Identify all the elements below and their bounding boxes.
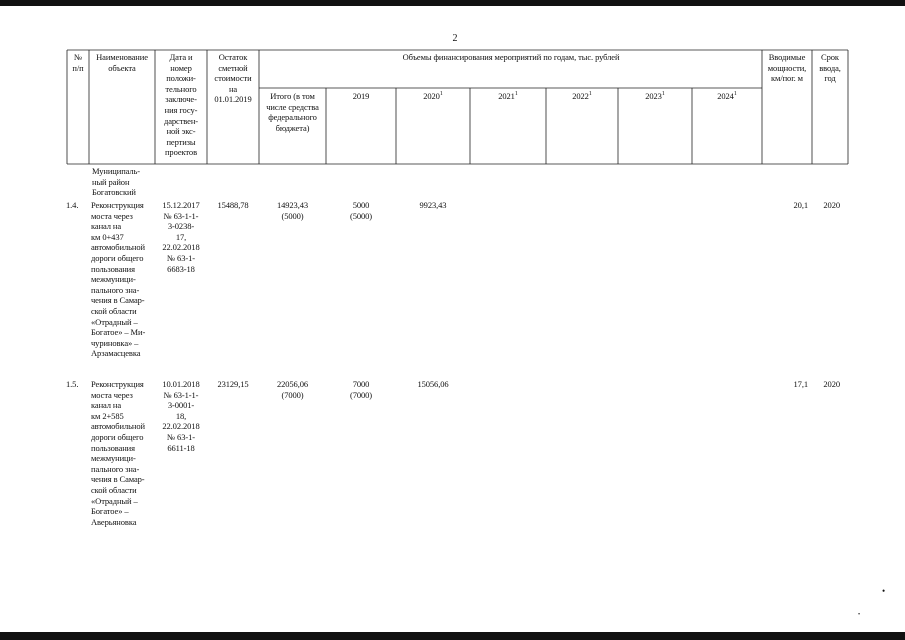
row-capacity: 17,1: [793, 379, 808, 389]
row-remaining-cost: 23129,15: [217, 379, 249, 389]
header-year-2019: 2019: [352, 91, 370, 101]
row-year-2019: 7000 (7000): [349, 379, 373, 400]
row-year-2020: 15056,06: [417, 379, 449, 389]
row-year-2020: 9923,43: [419, 200, 447, 210]
header-expertise-date: Дата и номер положи- тельного заключе- ния госу- дарствен- ной экс- пертизы проектов: [163, 52, 199, 158]
header-total: Итого (в том числе средства федерального бюджета): [266, 91, 319, 133]
row-number: 1.4.: [66, 200, 79, 210]
page-number: 2: [452, 33, 458, 44]
scan-border-bottom: [0, 632, 905, 640]
row-total: 22056,06 (7000): [276, 379, 309, 400]
row-remaining-cost: 15488,78: [217, 200, 249, 210]
row-year-2019: 5000 (5000): [349, 200, 373, 221]
scan-speck: •: [882, 586, 886, 596]
row-object-name: Реконструкция моста через канал на км 0+437 автомобильной дороги общего пользования межмуници- пального зна- чения в Самар- ской области «Отрадный – Богатое» – Ми- чуриновка» – Арзамасцевка: [91, 200, 146, 359]
header-year-2022: 2022$^1$: [572, 91, 592, 101]
row-commissioning-year: 2020: [823, 200, 840, 210]
scan-speck: •: [858, 612, 861, 618]
header-object-name: Наименование объекта: [96, 52, 148, 73]
section-municipal-district: Муниципаль- ный район Богатовский: [92, 166, 141, 198]
row-capacity: 20,1: [793, 200, 808, 210]
header-capacity: Вводимые мощности, км/пог. м: [767, 52, 807, 84]
header-financing-volumes: Объемы финансирования мероприятий по годам, тыс. рублей: [402, 52, 620, 62]
header-commissioning-year: Срок ввода, год: [819, 52, 841, 84]
header-year-2023: 2023$^1$: [645, 91, 665, 101]
row-total: 14923,43 (5000): [276, 200, 309, 221]
header-remaining-cost: Остаток сметной стоимости на 01.01.2019: [214, 52, 252, 105]
header-year-2024: 2024$^1$: [717, 91, 737, 101]
row-expertise-date: 15.12.2017 № 63-1-1- 3-0238- 17, 22.02.2018 № 63-1- 6683-18: [162, 200, 200, 274]
header-number: № п/п: [72, 52, 84, 73]
row-object-name: Реконструкция моста через канал на км 2+585 автомобильной дороги общего пользования межмуници- пального зна- чения в Самар- ской области «Отрадный – Богатое» – Аверьяновка: [91, 379, 145, 527]
row-expertise-date: 10.01.2018 № 63-1-1- 3-0001- 18, 22.02.2018 № 63-1- 6611-18: [162, 379, 200, 453]
row-number: 1.5.: [66, 379, 79, 389]
header-year-2020: 2020$^1$: [423, 91, 443, 101]
header-year-2021: 2021$^1$: [498, 91, 518, 101]
row-commissioning-year: 2020: [823, 379, 840, 389]
